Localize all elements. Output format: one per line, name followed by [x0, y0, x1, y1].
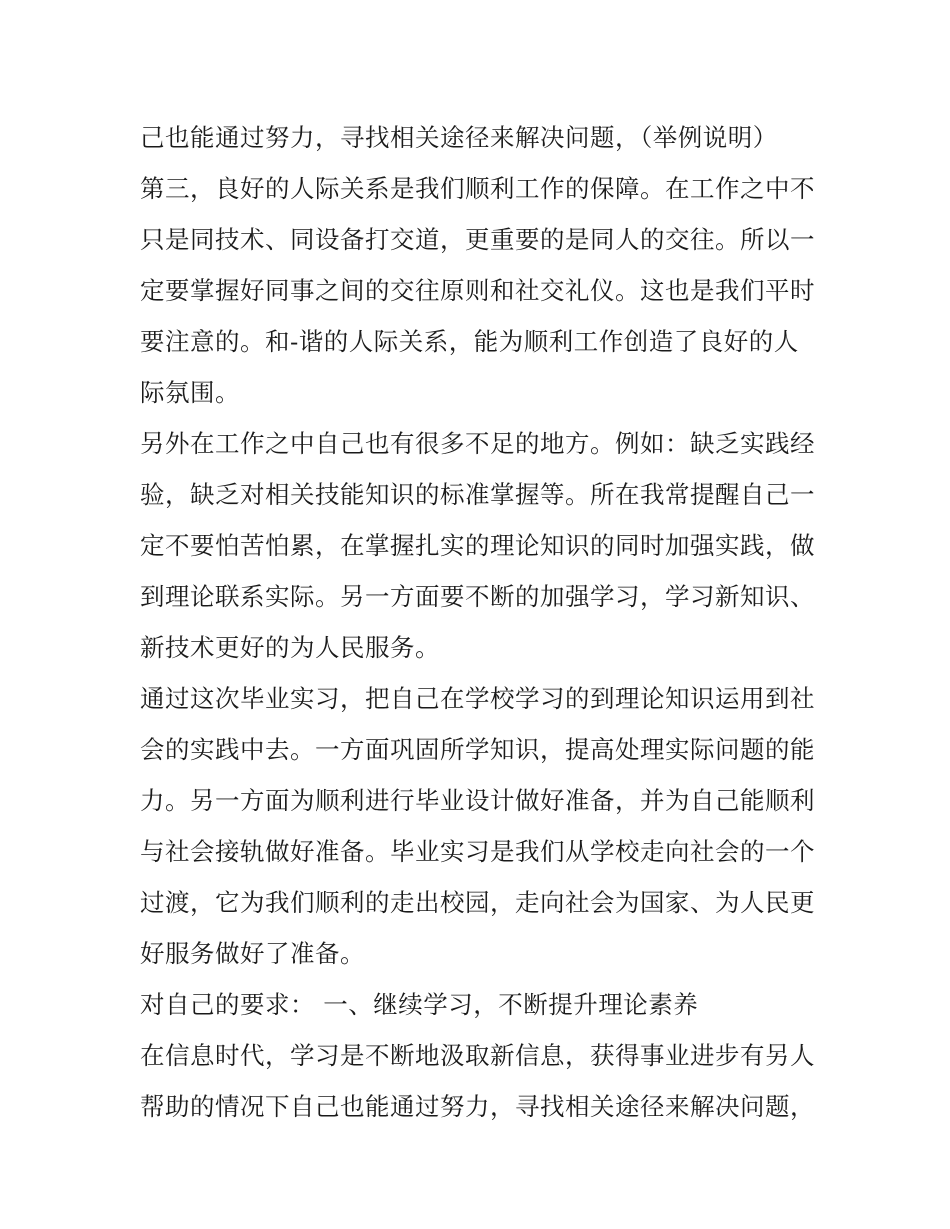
text-line: 新技术更好的为人民服务。 — [140, 633, 440, 662]
text-line: 验，缺乏对相关技能知识的标准掌握等。所在我常提醒自己一 — [140, 480, 815, 509]
text-line: 只是同技术、同设备打交道，更重要的是同人的交往。所以一 — [140, 225, 815, 254]
text-line: 定不要怕苦怕累，在掌握扎实的理论知识的同时加强实践，做 — [140, 531, 815, 560]
text-line: 会的实践中去。一方面巩固所学知识，提高处理实际问题的能 — [140, 735, 815, 764]
text-line: 与社会接轨做好准备。毕业实习是我们从学校走向社会的一个 — [140, 837, 815, 866]
text-line: 到理论联系实际。另一方面要不断的加强学习，学习新知识、 — [140, 582, 815, 611]
text-line: 要注意的。和-谐的人际关系，能为顺利工作创造了良好的人 — [140, 327, 799, 356]
text-line: 另外在工作之中自己也有很多不足的地方。例如：缺乏实践经 — [140, 429, 815, 458]
text-line: 第三，良好的人际关系是我们顺利工作的保障。在工作之中不 — [140, 174, 815, 203]
text-line: 对自己的要求： 一、继续学习，不断提升理论素养 — [140, 990, 699, 1019]
text-line: 在信息时代，学习是不断地汲取新信息，获得事业进步有另人 — [140, 1041, 815, 1070]
text-line: 定要掌握好同事之间的交往原则和社交礼仪。这也是我们平时 — [140, 276, 815, 305]
text-line: 好服务做好了准备。 — [140, 939, 365, 968]
text-line: 过渡，它为我们顺利的走出校园，走向社会为国家、为人民更 — [140, 888, 815, 917]
text-line: 己也能通过努力，寻找相关途径来解决问题，（举例说明） — [140, 123, 778, 152]
text-line: 际氛围。 — [140, 378, 240, 407]
text-line: 力。另一方面为顺利进行毕业设计做好准备，并为自己能顺利 — [140, 786, 815, 815]
text-line: 通过这次毕业实习，把自己在学校学习的到理论知识运用到社 — [140, 684, 815, 713]
document-body — [140, 112, 820, 1132]
text-line: 帮助的情况下自己也能通过努力，寻找相关途径来解决问题， — [140, 1092, 815, 1121]
